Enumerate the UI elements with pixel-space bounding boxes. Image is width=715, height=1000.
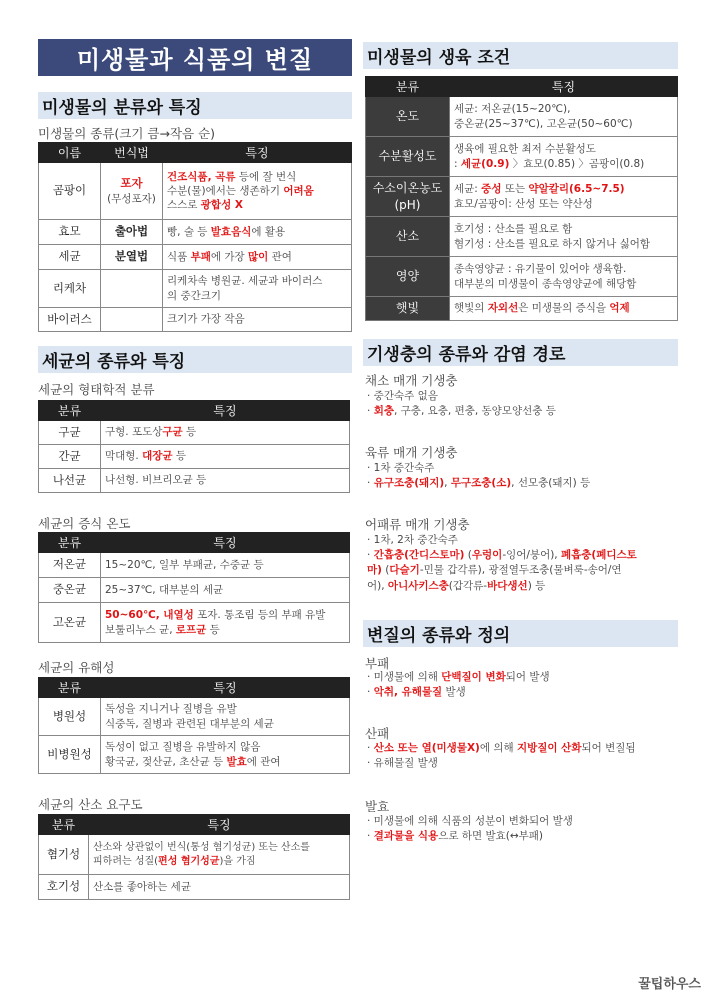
feature-text: 세균: 저온균(15~20℃), <box>454 103 571 116</box>
row-name: 영양 <box>366 257 450 297</box>
row-method <box>101 270 163 308</box>
row-name: 효모 <box>39 220 101 245</box>
row-name: 세균 <box>39 245 101 270</box>
row-name-text: 수소이온농도 <box>372 181 443 196</box>
header-feature: 특징 <box>163 143 352 163</box>
feature-text: 생육에 필요한 최저 수분활성도 <box>454 143 596 156</box>
item-text: ( <box>464 549 472 562</box>
feature-text: 등에 잘 번식 <box>235 170 297 183</box>
morph-table <box>38 400 350 493</box>
row-name: 구균 <box>39 421 101 445</box>
table-row <box>39 578 350 603</box>
feature-highlight: 약알칼리(6.5~7.5) <box>528 183 625 196</box>
table-row <box>39 445 350 469</box>
feature-text: 종속영양균 : 유기물이 있어야 생육함. <box>454 263 627 276</box>
list-item: · 1차 중간숙주 <box>367 462 435 474</box>
table-header-row <box>39 533 350 553</box>
temp-table <box>38 532 350 643</box>
feature-highlight: 자외선 <box>487 302 519 315</box>
row-feature <box>101 603 350 643</box>
item-text: -민물 갑각류), 광절열두조충(물벼룩-송어/연 <box>419 564 622 577</box>
item-text: , 선모충(돼지) 등 <box>511 477 591 490</box>
row-feature: 크기가 가장 작음 <box>163 308 352 332</box>
feature-text: 스스로 <box>167 199 201 212</box>
classification-table <box>38 142 352 332</box>
list-item <box>367 404 556 419</box>
feature-text: 포자. 통조림 등의 부패 유발 <box>193 609 326 622</box>
item-text: -잉어/붕어), <box>502 549 561 562</box>
list-item <box>367 670 550 685</box>
list-item: · 1차, 2차 중간숙주 <box>367 534 458 546</box>
header-feature: 특징 <box>101 533 350 553</box>
feature-text: 〉효모(0.85) 〉곰팡이(0.8) <box>509 157 645 170</box>
footer-brand: 꿀팁하우스 <box>638 977 701 992</box>
row-feature <box>101 698 350 736</box>
header-feature: 특징 <box>101 678 350 698</box>
header-feature: 특징 <box>450 77 678 97</box>
feature-highlight: 로프균 <box>175 623 207 636</box>
feature-highlight: 많이 <box>248 250 269 263</box>
feature-highlight: 광합성 X <box>200 199 243 212</box>
feature-text: 등 <box>206 623 220 636</box>
highlight-text: 회충 <box>373 405 394 418</box>
feature-highlight: 대장균 <box>142 450 173 463</box>
highlight-text: 유구조충(돼지) <box>373 477 445 490</box>
table-row <box>366 137 678 177</box>
row-feature <box>450 177 678 217</box>
header-category: 분류 <box>366 77 450 97</box>
feature-highlight: 어려움 <box>283 184 314 197</box>
highlight-text: 지방질이 산화 <box>516 742 582 754</box>
feature-text: 식중독, 질병과 관련된 대부분의 세균 <box>105 717 274 730</box>
feature-text: 빵, 술 등 <box>167 225 211 238</box>
rot-list <box>367 670 550 700</box>
feature-text: 피하려는 성질( <box>93 855 159 867</box>
feature-text: 에 활용 <box>251 225 286 238</box>
highlight-text: 마) <box>367 564 382 577</box>
feature-text: 에 가장 <box>210 250 249 263</box>
item-text: 에 의해 <box>479 742 517 754</box>
bullet-mark: · <box>367 549 374 562</box>
feature-text: 독성을 지니거나 질병을 유발 <box>105 703 237 716</box>
feature-text: 대부분의 미생물이 종속영양균에 해당함 <box>454 277 637 290</box>
rot-title: 부패 <box>365 656 390 671</box>
table-row <box>39 308 352 332</box>
table-row <box>366 297 678 321</box>
list-item-cont <box>367 563 679 578</box>
oxygen-table <box>38 814 350 900</box>
ferment-list <box>367 814 573 844</box>
bacteria-heading: 세균의 종류와 특징 <box>38 346 352 373</box>
row-feature: 나선형. 비브리오균 등 <box>101 469 350 493</box>
feature-highlight: 중성 <box>481 183 502 196</box>
table-row <box>366 97 678 137</box>
feature-text: 에 관여 <box>246 755 281 768</box>
feature-highlight: 억제 <box>609 302 630 315</box>
feature-text: 중온균(25~37℃), 고온균(50~60℃) <box>454 117 633 130</box>
feature-highlight: 50~60℃, 내열성 <box>105 609 194 622</box>
row-feature <box>163 220 352 245</box>
row-feature <box>450 217 678 257</box>
row-name: 고온균 <box>39 603 101 643</box>
row-feature <box>101 445 350 469</box>
header-category: 분류 <box>39 401 101 421</box>
feature-text: 등 <box>182 426 197 439</box>
item-text: 되어 변질됨 <box>581 742 636 754</box>
table-row <box>366 217 678 257</box>
feature-highlight: 편성 혐기성균 <box>158 855 220 867</box>
highlight-text: 우렁이 <box>471 549 503 562</box>
bullet-mark: · <box>367 477 374 490</box>
feature-text: 호기성 : 산소를 필요로 함 <box>454 223 573 236</box>
header-feature: 특징 <box>89 815 350 835</box>
table-row <box>366 177 678 217</box>
rancid-title: 산패 <box>365 726 390 741</box>
table-row <box>366 257 678 297</box>
row-name: 혐기성 <box>39 835 89 875</box>
row-name: 중온균 <box>39 578 101 603</box>
row-feature <box>163 270 352 308</box>
table-row <box>39 421 350 445</box>
row-feature: 산소를 좋아하는 세균 <box>89 875 350 900</box>
list-item-cont <box>367 579 679 594</box>
row-feature <box>89 835 350 875</box>
row-name: 곰팡이 <box>39 163 101 220</box>
ferment-title: 발효 <box>365 799 390 814</box>
row-name: 비병원성 <box>39 736 101 774</box>
table-header-row <box>39 678 350 698</box>
feature-text: 혐기성 : 산소를 필요로 하지 않거나 싫어함 <box>454 237 650 250</box>
highlight-text: 간흡충(간디스토마) <box>373 549 465 562</box>
feature-highlight: 발효음식 <box>210 225 252 238</box>
row-feature <box>450 257 678 297</box>
row-name: 햇빛 <box>366 297 450 321</box>
row-feature <box>450 297 678 321</box>
item-text: · 미생물에 의해 <box>367 671 442 683</box>
list-item: · 중간숙주 없음 <box>367 390 438 402</box>
list-item: · 미생물에 의해 식품의 성분이 변화되어 발생 <box>367 815 573 827</box>
row-name: 호기성 <box>39 875 89 900</box>
feature-text: 산소와 상관없이 번식(통성 혐기성균) 또는 산소를 <box>93 842 310 853</box>
bullet-mark: · <box>367 405 374 418</box>
growth-heading: 미생물의 생육 조건 <box>363 42 678 69</box>
feature-highlight: 구균 <box>162 426 183 439</box>
highlight-text: 산소 또는 열(미생물X) <box>373 742 480 754</box>
row-name: 병원성 <box>39 698 101 736</box>
header-feature: 특징 <box>101 401 350 421</box>
row-name-note: (pH) <box>394 197 421 212</box>
row-method: 출아법 <box>101 220 163 245</box>
feature-text: 식품 <box>167 250 191 263</box>
growth-table <box>365 76 678 321</box>
highlight-text: 결과물을 식용 <box>373 830 439 843</box>
row-name: 수분활성도 <box>366 137 450 177</box>
feature-text: 수분(물)에서는 생존하기 <box>167 184 284 197</box>
item-text: 어), <box>367 579 388 592</box>
row-name: 간균 <box>39 445 101 469</box>
highlight-text: 다슬기 <box>389 564 420 577</box>
row-method: 분열법 <box>101 245 163 270</box>
row-name: 온도 <box>366 97 450 137</box>
row-feature <box>163 163 352 220</box>
row-feature <box>101 421 350 445</box>
row-name: 나선균 <box>39 469 101 493</box>
item-text: , 구충, 요충, 편충, 동양모양선충 등 <box>393 405 556 418</box>
highlight-text: 무구조충(소) <box>450 477 512 490</box>
bullet-mark: · <box>367 830 374 843</box>
table-header-row <box>39 143 352 163</box>
bullet-mark: · <box>367 686 374 699</box>
list-item <box>367 685 550 700</box>
parasites-heading: 기생충의 종류와 감염 경로 <box>363 339 678 366</box>
row-feature: 15~20℃, 일부 부패균, 수중균 등 <box>101 553 350 578</box>
fish-parasite-list <box>367 533 679 594</box>
feature-text: 등 <box>172 450 187 463</box>
page-title: 미생물과 식품의 변질 <box>38 39 352 76</box>
item-text: 되어 발생 <box>505 671 550 683</box>
list-item <box>367 476 590 491</box>
highlight-text: 바다생선 <box>487 579 528 592</box>
item-text: , <box>444 477 451 490</box>
header-category: 분류 <box>39 533 101 553</box>
feature-text: 독성이 없고 질병을 유발하지 않음 <box>105 741 261 754</box>
header-category: 분류 <box>39 678 101 698</box>
feature-text: 또는 <box>501 183 529 196</box>
temp-subtitle: 세균의 증식 온도 <box>38 516 131 531</box>
feature-highlight: 건조식품, 곡류 <box>167 170 236 183</box>
spoilage-heading: 변질의 종류와 정의 <box>363 620 678 647</box>
feature-text: 황국균, 젖산균, 초산균 등 <box>105 755 227 768</box>
row-name: 바이러스 <box>39 308 101 332</box>
feature-text: )을 가짐 <box>219 855 256 867</box>
feature-text: 의 중간크기 <box>167 289 222 302</box>
row-feature: 25~37℃, 대부분의 세균 <box>101 578 350 603</box>
list-item: · 유해물질 발생 <box>367 757 438 770</box>
harm-table <box>38 677 350 774</box>
highlight-text: 아니사키스충 <box>387 579 449 592</box>
row-name: 리케차 <box>39 270 101 308</box>
fish-parasite-title: 어패류 매개 기생충 <box>365 517 470 532</box>
row-name: 저온균 <box>39 553 101 578</box>
item-text: (갑각류- <box>448 579 488 592</box>
table-row <box>39 270 352 308</box>
feature-text: 막대형. <box>105 450 143 463</box>
highlight-text: 단백질이 변화 <box>441 671 506 683</box>
table-header-row <box>39 815 350 835</box>
table-row <box>39 245 352 270</box>
item-text: 으로 하면 발효(↔부패) <box>438 830 544 843</box>
feature-text: 관여 <box>268 250 292 263</box>
list-item <box>367 548 679 563</box>
veg-parasite-list <box>367 389 556 419</box>
table-row <box>39 469 350 493</box>
feature-text: 효모/곰팡이: 산성 또는 약산성 <box>454 197 593 210</box>
classification-subtitle: 미생물의 종류(크기 큼→작음 순) <box>38 126 216 141</box>
row-feature <box>163 245 352 270</box>
header-category: 분류 <box>39 815 89 835</box>
table-row <box>39 835 350 875</box>
row-name <box>366 177 450 217</box>
veg-parasite-title: 채소 매개 기생충 <box>365 373 458 388</box>
meat-parasite-title: 육류 매개 기생충 <box>365 445 458 460</box>
feature-highlight: 세균(0.9) <box>460 157 510 170</box>
oxygen-subtitle: 세균의 산소 요구도 <box>38 797 143 812</box>
feature-text: 은 미생물의 증식을 <box>518 302 610 315</box>
bullet-mark: · <box>367 742 374 754</box>
row-feature <box>101 736 350 774</box>
method-note: (무성포자) <box>107 192 156 205</box>
item-text: ( <box>381 564 390 577</box>
classification-heading: 미생물의 분류와 특징 <box>38 92 352 119</box>
row-method <box>101 163 163 220</box>
row-feature <box>450 137 678 177</box>
highlight-text: 악취, 유해물질 <box>373 686 443 699</box>
table-row <box>39 220 352 245</box>
header-name: 이름 <box>39 143 101 163</box>
item-text: ) 등 <box>527 579 546 592</box>
list-item <box>367 741 636 756</box>
table-header-row <box>366 77 678 97</box>
list-item <box>367 829 573 844</box>
meat-parasite-list <box>367 461 590 491</box>
table-row <box>39 698 350 736</box>
table-header-row <box>39 401 350 421</box>
feature-text: 리케차속 병원균. 세균과 바이러스 <box>167 275 323 288</box>
row-feature <box>450 97 678 137</box>
rancid-list <box>367 741 636 771</box>
row-name: 산소 <box>366 217 450 257</box>
row-method <box>101 308 163 332</box>
table-row <box>39 736 350 774</box>
feature-text: 세균: <box>454 183 482 196</box>
table-row <box>39 553 350 578</box>
feature-text: 햇빛의 <box>454 302 488 315</box>
feature-highlight: 부패 <box>190 250 211 263</box>
table-row <box>39 163 352 220</box>
table-row <box>39 875 350 900</box>
table-row <box>39 603 350 643</box>
feature-text: 구형. 포도상 <box>105 426 163 439</box>
method-text: 포자 <box>120 176 143 191</box>
feature-highlight: 발효 <box>226 755 247 768</box>
item-text: 발생 <box>442 686 466 699</box>
feature-text: 보툴리누스 균, <box>105 623 176 636</box>
feature-text: : <box>454 157 461 170</box>
harm-subtitle: 세균의 유해성 <box>38 660 115 675</box>
highlight-text: 폐흡충(폐디스토 <box>560 549 637 562</box>
header-method: 번식법 <box>101 143 163 163</box>
morph-subtitle: 세균의 형태학적 분류 <box>38 382 155 397</box>
